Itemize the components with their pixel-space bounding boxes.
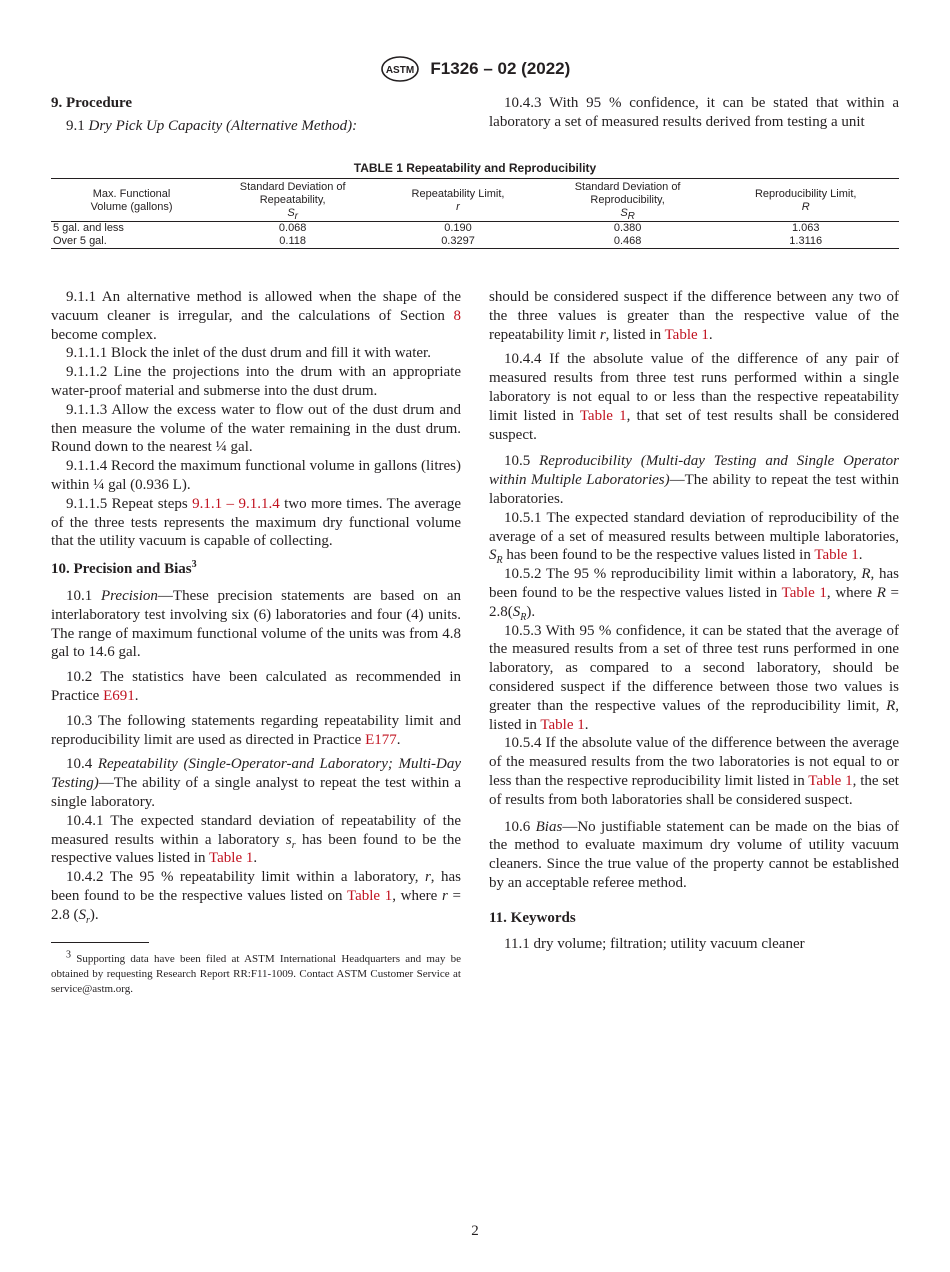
table-1-link[interactable]: Table 1 bbox=[209, 850, 254, 867]
section-9-top bbox=[51, 94, 461, 136]
para-10-5: 10.5 Reproducibility (Multi-day Testing and Single Operator within Multiple Laboratories)—The ability to repeat the test within laboratories. bbox=[489, 453, 899, 507]
para-11-1: 11.1 dry volume; filtration; utility vacuum cleaner bbox=[504, 935, 805, 952]
para-9-1-1-1: 9.1.1.1 Block the inlet of the dust drum and fill it with water. bbox=[66, 345, 431, 362]
table-header-cell: Reproducibility Limit, R bbox=[712, 179, 899, 222]
para-9-1-1-4: 9.1.1.4 Record the maximum functional volume in gallons (litres) within ¼ gal (0.936 L). bbox=[51, 458, 461, 493]
para-10-4-3-top: 10.4.3 With 95 % confidence, it can be stated that within a laboratory a set of measured results derived from testing a unit bbox=[489, 95, 899, 130]
page-number: 2 bbox=[471, 1223, 479, 1239]
right-column bbox=[489, 288, 899, 953]
table-1-link[interactable]: Table 1 bbox=[579, 407, 627, 424]
steps-link[interactable]: 9.1.1 – 9.1.1.4 bbox=[192, 495, 280, 512]
document-designation: F1326 – 02 (2022) bbox=[430, 59, 571, 78]
para-9-1: 9.1 Dry Pick Up Capacity (Alternative Method): bbox=[66, 117, 358, 134]
para-9-1-1-2: 9.1.1.2 Line the projections into the drum with an appropriate water-proof material and submerse into the dust drum. bbox=[51, 364, 461, 399]
table-header-cell: Standard Deviation of Repeatability, $S_r$ bbox=[212, 179, 373, 222]
page-header bbox=[0, 56, 950, 82]
table-header-cell: Max. Functional Volume (gallons) bbox=[51, 179, 212, 222]
para-9-1-1-3: 9.1.1.3 Allow the excess water to flow out of the dust drum and then measure the volume of the water remaining in the dust drum. Round down to the nearest ¼ gal. bbox=[51, 401, 461, 456]
svg-text:ASTM: ASTM bbox=[385, 65, 414, 76]
e691-link[interactable]: E691 bbox=[103, 687, 135, 704]
para-10-3: 10.3 The following statements regarding repeatability limit and reproducibility limit are used as directed in Practice E177. bbox=[51, 712, 461, 748]
table-header-cell: Repeatability Limit, r bbox=[373, 179, 543, 222]
para-10-5-4: 10.5.4 If the absolute value of the difference between the average of the measured results from the two laboratories is not equal to or less than the respective reproducibility limit listed in Table 1, the set of results from both laboratories shall be considered suspect. bbox=[489, 735, 899, 808]
table-1-title: TABLE 1 Repeatability and Reproducibility bbox=[353, 161, 597, 175]
para-10-5-2: 10.5.2 The 95 % reproducibility limit within a laboratory, R, has been found to be the respective values listed in Table 1, where $R = 2.8(S_R)$. bbox=[489, 566, 900, 623]
para-10-5-1: 10.5.1 The expected standard deviation of reproducibility of the average of a set of measured results between multiple laboratories, $S_R$ has been found to be the respective values listed in Table 1. bbox=[489, 509, 899, 567]
table-1 bbox=[51, 178, 899, 249]
para-10-4-4: 10.4.4 If the absolute value of the difference of any pair of measured results from three test runs performed within a single laboratory is not equal to or less than the respective repeatability limit listed in Table 1, that set of test results shall be considered suspect. bbox=[489, 351, 899, 443]
para-10-2: 10.2 The statistics have been calculated as recommended in Practice E691. bbox=[51, 669, 461, 704]
para-9-1-1: 9.1.1 An alternative method is allowed when the shape of the vacuum cleaner is irregular, and the calculations of Section 8 become complex. bbox=[51, 289, 461, 343]
para-10-4: 10.4 Repeatability (Single-Operator-and Laboratory; Multi-Day Testing)—The ability of a single analyst to repeat the test within a single laboratory. bbox=[51, 756, 461, 810]
section-11-heading: 11. Keywords bbox=[489, 909, 576, 926]
table-header-cell: Standard Deviation of Reproducibility, $S_R$ bbox=[543, 179, 713, 222]
para-10-6: 10.6 Bias—No justifiable statement can be made on the bias of the method to evaluate maximum dry volume of utility vacuum cleaners. Since the true value of the property cannot be established by an acceptable referee method. bbox=[489, 818, 899, 891]
section-9-heading: 9. Procedure bbox=[51, 95, 133, 111]
table-1-link[interactable]: Table 1 bbox=[664, 326, 709, 343]
section-8-link[interactable]: 8 bbox=[453, 307, 461, 324]
footnote: $^3$ Supporting data have been filed at ASTM International Headquarters and may be obtained by requesting Research Report RR:F11-1009. Contact ASTM Customer Service at service@astm.org. bbox=[51, 949, 461, 995]
astm-logo-icon bbox=[380, 56, 420, 82]
para-10-1: 10.1 Precision—These precision statements are based on an interlaboratory test involving six (6) laboratories and four (4) units. The range of maximum functional volume of the units was from 4.8 gal to 14.6 gal. bbox=[51, 587, 461, 661]
para-9-1-1-5: 9.1.1.5 Repeat steps 9.1.1 – 9.1.1.4 two more times. The average of the three tests represents the maximum dry functional volume that the utility vacuum is capable of collecting. bbox=[51, 495, 462, 550]
table-header-row bbox=[51, 179, 899, 222]
footnote-rule bbox=[51, 942, 149, 943]
para-10-4-1: 10.4.1 The expected standard deviation of repeatability of the measured results within a laboratory $s_r$ has been found to be the respective values listed in Table 1. bbox=[51, 812, 462, 867]
para-10-5-3: 10.5.3 With 95 % confidence, it can be stated that the average of the measured results from a set of three test runs performed in one laboratory, as compared to a second laboratory, should be considered suspect if the difference between those two values is greater than the respective values of the reproducibility limit, R, listed in Table 1. bbox=[489, 622, 900, 733]
table-1-link[interactable]: Table 1 bbox=[814, 547, 859, 564]
table-1-link[interactable]: Table 1 bbox=[808, 772, 853, 789]
left-column bbox=[51, 288, 461, 925]
table-1-link[interactable]: Table 1 bbox=[781, 584, 827, 601]
table-row: 5 gal. and less 0.068 0.190 0.380 1.063 bbox=[53, 222, 820, 234]
table-1-link[interactable]: Table 1 bbox=[540, 716, 585, 733]
para-10-4-2: 10.4.2 The 95 % repeatability limit within a laboratory, r, has been found to be the respective values listed on Table 1, where r = 2.8 $(S_r)$. bbox=[51, 869, 462, 926]
e177-link[interactable]: E177 bbox=[365, 731, 397, 748]
table-1-link[interactable]: Table 1 bbox=[346, 887, 393, 904]
table-row: Over 5 gal. 0.118 0.3297 0.468 1.3116 bbox=[51, 235, 899, 249]
para-10-4-3-cont: should be considered suspect if the difference between any two of the three values is greater than the respective value of the repeatability limit r, listed in Table 1. bbox=[489, 289, 899, 343]
section-10-heading: 10. Precision and Bias$^3$ bbox=[51, 559, 197, 578]
